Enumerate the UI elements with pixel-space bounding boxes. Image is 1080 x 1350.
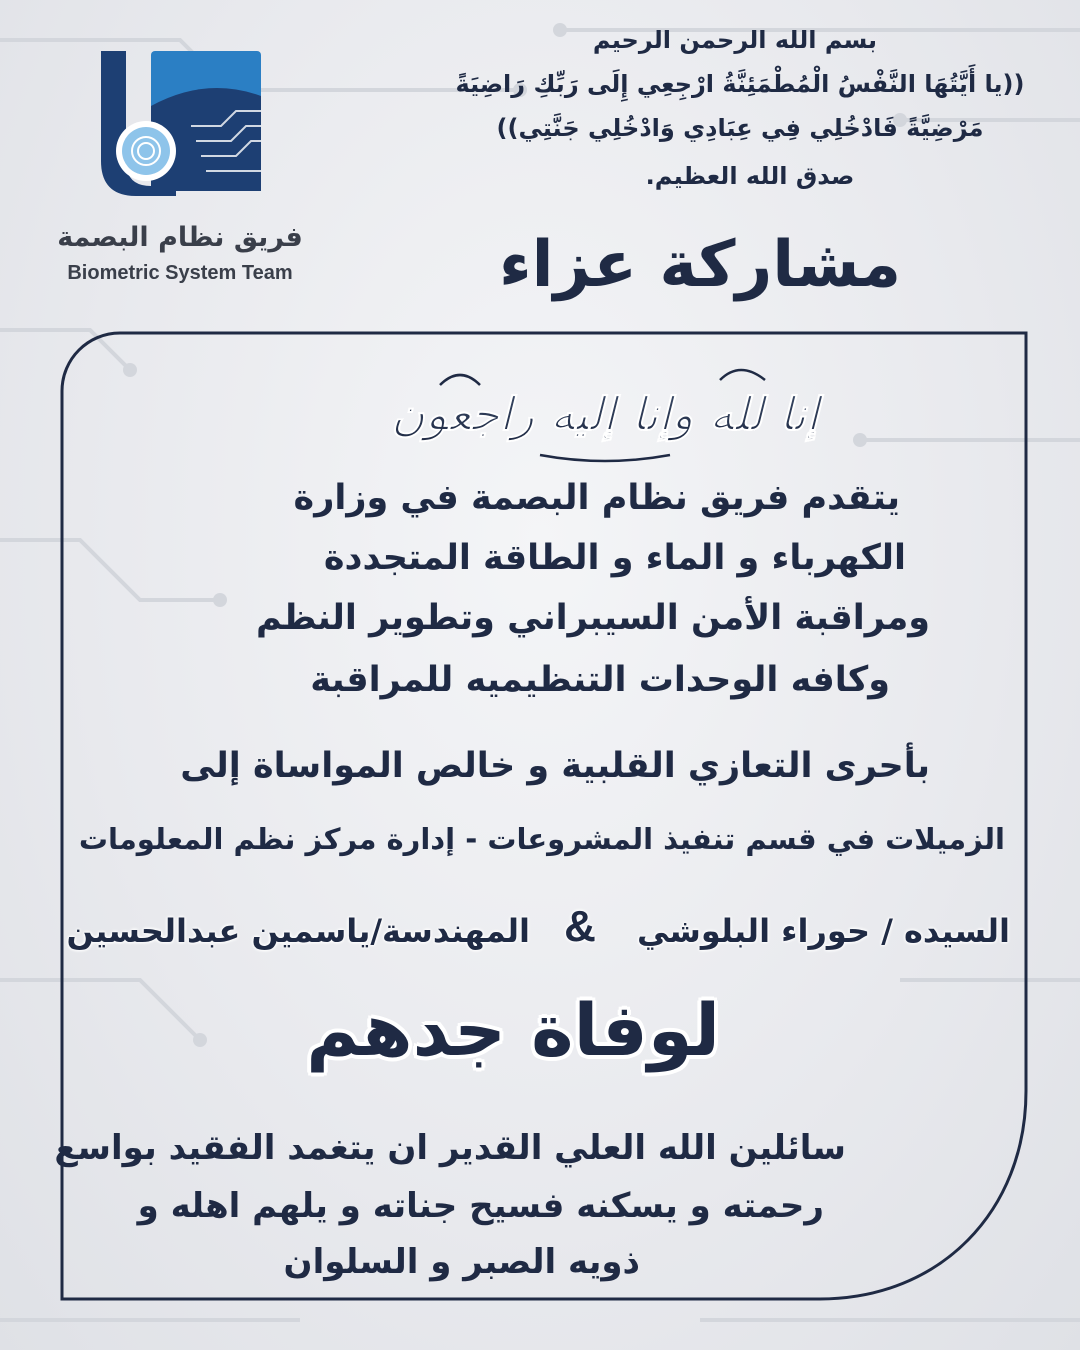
body-line-6: الزميلات في قسم تنفيذ المشروعات - إدارة مركز نظم المعلومات — [78, 822, 1005, 856]
calligraphy-art — [391, 355, 819, 470]
team-logo — [96, 46, 266, 196]
logo-name-english: Biometric System Team — [67, 262, 293, 284]
verse-line-2: مَرْضِيَّةً فَادْخُلِي فِي عِبَادِي وَادْخُلِي جَنَّتِي)) — [496, 114, 984, 142]
body-line-2: الكهرباء و الماء و الطاقة المتجددة — [323, 538, 906, 578]
logo-name-arabic: فريق نظام البصمة — [57, 222, 303, 253]
body-line-4: وكافه الوحدات التنظيميه للمراقبة — [310, 660, 890, 700]
basmala: بسم الله الرحمن الرحيم — [592, 26, 878, 54]
calligraphy-text: إنا لله وإنا إليه راجعون — [391, 387, 819, 441]
page-title: مشاركة عزاء — [498, 228, 902, 302]
first-colleague-name: السيده / حوراء البلوشي — [637, 912, 1010, 950]
second-colleague-name: المهندسة/ياسمين عبدالحسين — [66, 912, 530, 950]
verse-line-1: ((يا أَيَّتُهَا النَّفْسُ الْمُطْمَئِنَّةُ ارْجِعِي إِلَى رَبِّكِ رَاضِيَةً — [455, 70, 1025, 98]
verse-closing: صدق الله العظيم. — [645, 162, 855, 190]
calligraphy-image — [391, 355, 819, 470]
body-line-5: بأحرى التعازي القلبية و خالص المواساة إلى — [180, 746, 930, 786]
body-line-1: يتقدم فريق نظام البصمة في وزارة — [293, 478, 900, 518]
names-separator: & — [564, 902, 596, 951]
prayer-line-3: ذويه الصبر و السلوان — [283, 1242, 640, 1282]
body-line-3: ومراقبة الأمن السيبراني وتطوير النظم — [255, 598, 930, 638]
occasion-heading: لوفاة جدهم — [306, 988, 720, 1072]
prayer-line-1: سائلين الله العلي القدير ان يتغمد الفقيد بواسع — [54, 1128, 846, 1168]
prayer-line-2: رحمته و يسكنه فسيح جناته و يلهم اهله و — [137, 1186, 824, 1226]
